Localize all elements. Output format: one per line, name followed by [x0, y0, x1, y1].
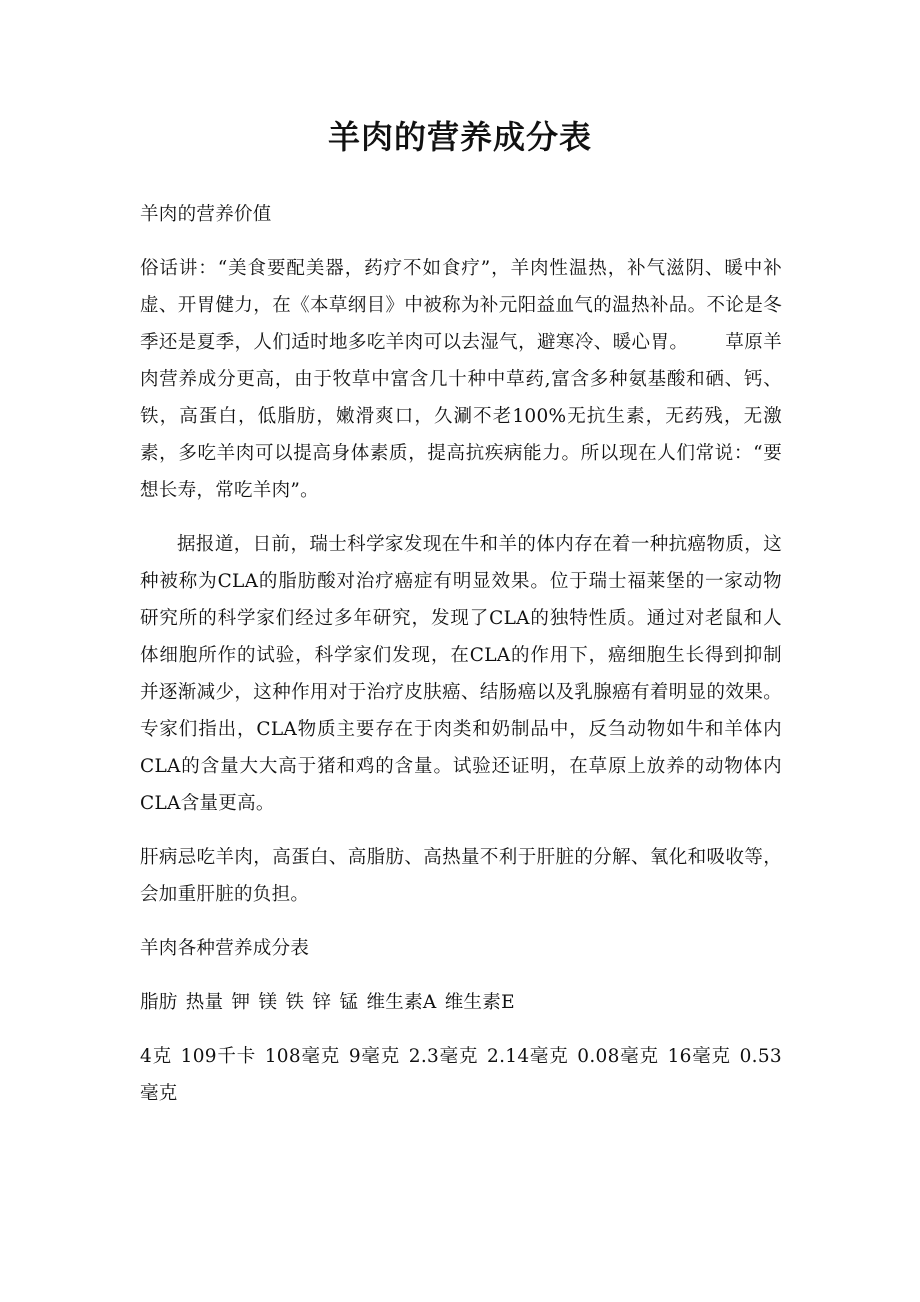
nutrition-value-row: 4克 109千卡 108毫克 9毫克 2.3毫克 2.14毫克 0.08毫克 16毫克 0.53毫克: [140, 1046, 782, 1104]
document-title: 羊肉的营养成分表: [327, 118, 592, 156]
paragraph-liver-warning: 肝病忌吃羊肉，高蛋白、高脂肪、高热量不利于肝脏的分解、氧化和吸收等，会加重肝脏的负担。: [140, 847, 782, 905]
paragraph-mutton-benefits-part1: 俗话讲：“美食要配美器，药疗不如食疗”，羊肉性温热，补气滋阴、暖中补虚、开胃健力，在《本草纲目》中被称为补元阳益血气的温热补品。不论是冬季还是夏季，人们适时地多吃羊肉可以去湿气，避寒冷、暖心胃。: [140, 258, 782, 353]
document-body: [140, 196, 782, 1129]
paragraph-cla-research: 据报道，日前，瑞士科学家发现在牛和羊的体内存在着一种抗癌物质，这种被称为CLA的脂肪酸对治疗癌症有明显效果。位于瑞士福莱堡的一家动物研究所的科学家们经过多年研究，发现了CLA的独特性质。通过对老鼠和人体细胞所作的试验，科学家们发现，在CLA的作用下，癌细胞生长得到抑制并逐渐减少，这种作用对于治疗皮肤癌、结肠癌以及乳腺癌有着明显的效果。专家们指出，CLA物质主要存在于肉类和奶制品中，反刍动物如牛和羊体内CLA的含量大大高于猪和鸡的含量。试验还证明，在草原上放养的动物体内CLA含量更高。: [140, 534, 782, 814]
paragraph-mutton-benefits: [140, 250, 782, 509]
section-heading-nutrition-value: 羊肉的营养价值: [140, 204, 272, 225]
paragraph-mutton-benefits-part2: 草原羊肉营养成分更高，由于牧草中富含几十种中草药,富含多种氨基酸和硒、钙、铁，高蛋白，低脂肪，嫩滑爽口，久涮不老100%无抗生素，无药残，无激素，多吃羊肉可以提高身体素质，提高抗疾病能力。所以现在人们常说：“要想长寿，常吃羊肉”。: [140, 332, 782, 501]
nutrition-header-row: 脂肪 热量 钾 镁 铁 锌 锰 维生素A 维生素E: [140, 992, 515, 1013]
section-heading-nutrition-table: 羊肉各种营养成分表: [140, 938, 310, 959]
